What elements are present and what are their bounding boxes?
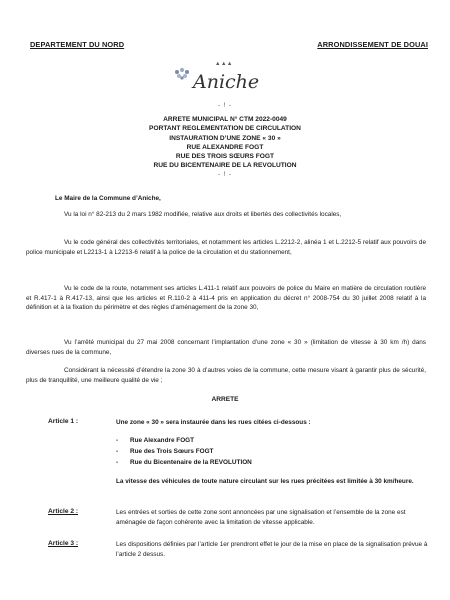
title-line: RUE ALEXANDRE FOGT — [186, 143, 264, 151]
title-line: RUE DU BICENTENAIRE DE LA REVOLUTION — [153, 162, 297, 170]
article-3-text: Les dispositions définies par l’article 1er prendront effet le jour de la mise en place de la signalisation prévue à l’article 2 dessus. — [116, 541, 428, 558]
separator-bottom: - ! - — [218, 172, 232, 178]
consideration-paragraph: Vu le code général des collectivités territoriales, et notamment les articles L.2212-2, alinéa 1 et L.2212-5 relatif aux pouvoirs de police municipale et L2213-1 à L2213-6 relatif à la police de la circulation et du stationnement, — [26, 239, 426, 256]
article-1-label: Article 1 : — [48, 418, 79, 425]
title-line: INSTAURATION D’UNE ZONE « 30 » — [169, 134, 281, 142]
consideration-paragraph: Vu le code de la route, notamment ses articles L.411-1 relatif aux pouvoirs de police du Maire en matière de circulation routière et R.417-1 à R.417-13, ainsi que les articles et R.110-2 à 411-4 pris en application du décret n° 2008-754 du 30 juillet 2008 relatif à la définition et à la fixation du périmètre et des règles d’aménagement de la zone 30, — [26, 285, 426, 312]
logo-wordmark: Aniche — [193, 71, 260, 93]
article-1-text: Une zone « 30 » sera instaurée dans les rues citées ci-dessous : — [116, 419, 311, 426]
title-line: RUE DES TROIS SŒURS FOGT — [175, 153, 275, 161]
title-line: ARRETE MUNICIPAL N° CTM 2022-0049 — [163, 116, 287, 123]
aniche-logo — [171, 60, 266, 96]
article-2-text: Les entrées et sorties de cette zone sont annoncées par une signalisation et l’ensemble de la zone est aménagée de façon cohérente avec la limitation de vitesse applicable. — [116, 509, 406, 526]
arrete-heading: ARRETE — [211, 396, 239, 403]
street-name: Rue des Trois Sœurs FOGT — [130, 448, 214, 455]
mayor-intro: Le Maire de la Commune d’Aniche, — [55, 195, 161, 202]
consideration-paragraph: Vu la loi n° 82-213 du 2 mars 1982 modifiée, relative aux droits et libertés des collectivités locales, — [64, 211, 342, 218]
consideration-paragraph: Considérant la nécessité d’étendre la zone 30 à d’autres voies de la commune, cette mesure visant à garantir plus de sécurité, plus de tranquillité, une meilleure qualité de vie ; — [26, 367, 426, 384]
article-3-label: Article 3 : — [48, 540, 79, 547]
speed-limit-text: La vitesse des véhicules de toute nature circulant sur les rues précitées est limitée à 30 km/heure. — [116, 478, 414, 485]
department-header: DEPARTEMENT DU NORD — [30, 40, 125, 49]
logo-emblem-icon — [171, 66, 193, 82]
street-item: - Rue des Trois Sœurs FOGT — [116, 448, 214, 455]
street-item: - Rue Alexandre FOGT — [116, 437, 195, 444]
separator-top: - ! - — [218, 103, 232, 109]
article-2-label: Article 2 : — [48, 508, 79, 515]
decree-title — [60, 115, 390, 171]
logo-towers-icon: ▲▲▲ — [215, 61, 233, 67]
consideration-paragraph: Vu l’arrêté municipal du 27 mai 2008 concernant l’implantation d’une zone « 30 » (limitation de vitesse à 30 km /h) dans diverses rues de la commune, — [26, 339, 426, 356]
arrondissement-header: ARRONDISSEMENT DE DOUAI — [317, 40, 428, 49]
street-name: Rue du Bicentenaire de la REVOLUTION — [130, 459, 252, 466]
street-name: Rue Alexandre FOGT — [130, 437, 195, 444]
street-item: - Rue du Bicentenaire de la REVOLUTION — [116, 459, 252, 466]
title-line: PORTANT REGLEMENTATION DE CIRCULATION — [149, 125, 301, 133]
